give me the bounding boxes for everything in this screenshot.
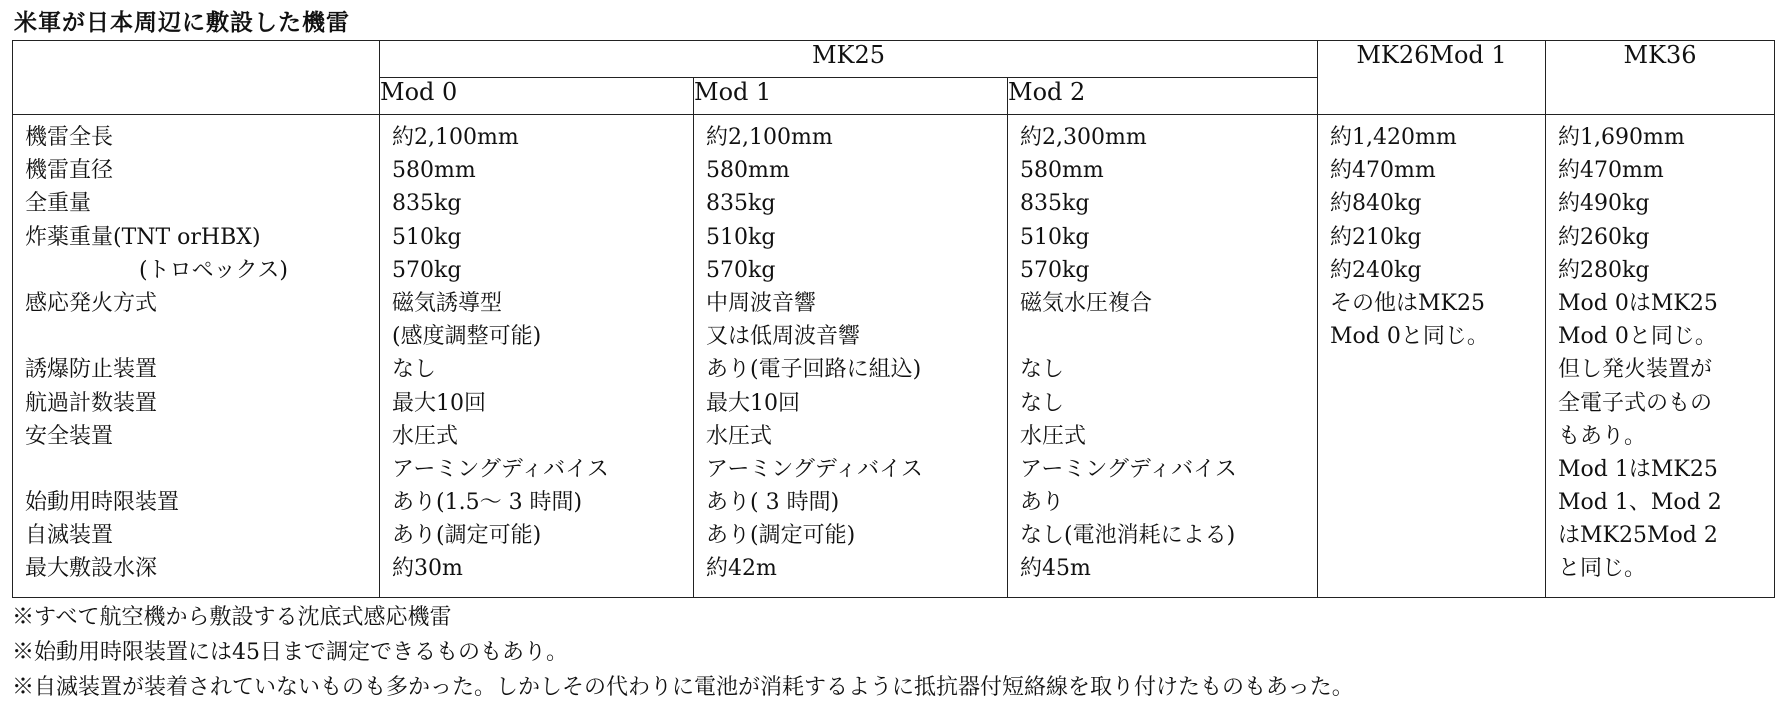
mod2-cell: 510kg [1020,224,1090,250]
mk36-cell: Mod 1はMK25 [1558,456,1718,482]
mod0-cell: アーミングディバイス [392,456,609,482]
mk26-cell: 約240kg [1330,257,1422,283]
mk26-cell [1330,486,1533,519]
mod1-header: Mod 1 [694,78,1008,115]
mod0-cell: (感度調整可能) [392,324,542,350]
footnote: ※すべて航空機から敷設する沈底式感応機雷 [12,605,452,630]
mk36-cell: はMK25Mod 2 [1558,523,1718,549]
mk26-cell: Mod 0と同じ。 [1330,324,1489,350]
mk26-cell: 約1,420mm [1330,125,1457,150]
mod2-cell: 835kg [1020,191,1090,217]
mk36-cell: 約490kg [1558,191,1650,217]
mk26-cell [1330,420,1533,453]
row-label: 始動用時限装置 [25,490,180,516]
mk26-cell [1330,453,1533,486]
mod2-column [1008,115,1318,598]
mk26-cell [1330,387,1533,420]
mk36-cell: Mod 0はMK25 [1558,290,1718,316]
mk36-cell: Mod 1、Mod 2 [1558,490,1722,516]
mod2-cell: なし [1020,357,1065,383]
mk26-header: MK26Mod 1 [1318,41,1546,115]
row-label: 機雷直径 [25,158,114,184]
mod2-cell: なし(電池消耗による) [1020,523,1236,549]
mod0-cell: 510kg [392,224,462,250]
row-label: 機雷全長 [25,125,114,150]
mod1-cell: 中周波音響 [706,290,817,316]
mod0-cell: 835kg [392,191,462,217]
mod0-cell: 約30m [392,556,463,582]
row-label: 安全装置 [25,423,114,449]
mod1-cell: 510kg [706,224,776,250]
footnote: ※自滅装置が装着されていないものも多かった。しかしその代わりに電池が消耗するように抵抗器付短絡線を取り付けたものもあった。 [12,675,1354,700]
mk36-cell: 約280kg [1558,257,1650,283]
mod1-column [694,115,1008,598]
mk36-cell: 約470mm [1558,158,1664,184]
row-label [25,320,367,353]
mod2-header: Mod 2 [1008,78,1318,115]
mod2-cell: 磁気水圧複合 [1020,290,1153,316]
footnote: ※始動用時限装置には45日まで調定できるものもあり。 [12,640,568,665]
mod0-cell: 水圧式 [392,423,459,449]
row-label: 航過計数装置 [25,390,158,416]
mk36-cell: Mod 0と同じ。 [1558,324,1717,350]
mod1-cell: 835kg [706,191,776,217]
row-label: 自滅装置 [25,523,114,549]
mk36-cell: 約1,690mm [1558,125,1685,150]
mod2-cell: 水圧式 [1020,423,1087,449]
row-label: (トロペックス) [139,257,288,283]
mod1-cell: 約2,100mm [706,125,833,150]
row-label: 全重量 [25,191,92,217]
row-label: 誘爆防止装置 [25,357,158,383]
mod0-cell: 磁気誘導型 [392,290,503,316]
mine-spec-table [12,40,1775,598]
mod0-cell: 約2,100mm [392,125,519,150]
row-label [25,453,367,486]
mk26-cell [1330,552,1533,585]
mk36-column [1546,115,1775,598]
mod1-cell: 又は低周波音響 [706,324,861,350]
mk36-cell: 約260kg [1558,224,1650,250]
mod0-cell: 580mm [392,158,476,184]
mod2-cell: 約45m [1020,556,1091,582]
mod2-cell: 約2,300mm [1020,125,1147,150]
mk36-header: MK36 [1546,41,1775,115]
mk25-group-header: MK25 [380,41,1318,78]
row-label: 炸薬重量(TNT orHBX) [25,224,261,250]
mk26-column [1318,115,1546,598]
mod2-cell: 570kg [1020,257,1090,283]
mod0-cell: なし [392,357,437,383]
mod1-cell: 水圧式 [706,423,773,449]
mk26-cell [1330,353,1533,386]
mod2-cell: なし [1020,390,1065,416]
mod0-cell: あり(1.5～ 3 時間) [392,490,583,516]
footnotes [12,600,1354,705]
mk36-cell: もあり。 [1558,423,1647,449]
mod0-column [380,115,694,598]
mod1-cell: 最大10回 [706,390,800,416]
mod1-cell: 約42m [706,556,777,582]
mod0-cell: 570kg [392,257,462,283]
row-labels-column [13,115,380,598]
mod1-cell: 570kg [706,257,776,283]
mk26-cell [1330,519,1533,552]
mod1-cell: あり(電子回路に組込) [706,357,922,383]
mod2-cell: アーミングディバイス [1020,456,1237,482]
mod2-cell: あり [1020,490,1065,516]
row-label: 最大敷設水深 [25,556,158,582]
mk26-cell: その他はMK25 [1330,290,1485,316]
mod1-cell: あり( 3 時間) [706,490,840,516]
mod2-cell: 580mm [1020,158,1104,184]
mod0-cell: あり(調定可能) [392,523,542,549]
mod2-cell [1020,320,1305,353]
mk26-cell: 約840kg [1330,191,1422,217]
mod0-cell: 最大10回 [392,390,486,416]
mod1-cell: あり(調定可能) [706,523,856,549]
mk36-cell: 但し発火装置が [1558,357,1713,383]
mod1-cell: アーミングディバイス [706,456,923,482]
mk36-cell: 全電子式のもの [1558,390,1713,416]
mod0-header: Mod 0 [380,78,694,115]
header-corner-cell [13,41,380,115]
row-label: 感応発火方式 [25,290,158,316]
mk26-cell: 約470mm [1330,158,1436,184]
page-title: 米軍が日本周辺に敷設した機雷 [14,10,350,36]
mk36-cell: と同じ。 [1558,556,1647,582]
mod1-cell: 580mm [706,158,790,184]
mk26-cell: 約210kg [1330,224,1422,250]
